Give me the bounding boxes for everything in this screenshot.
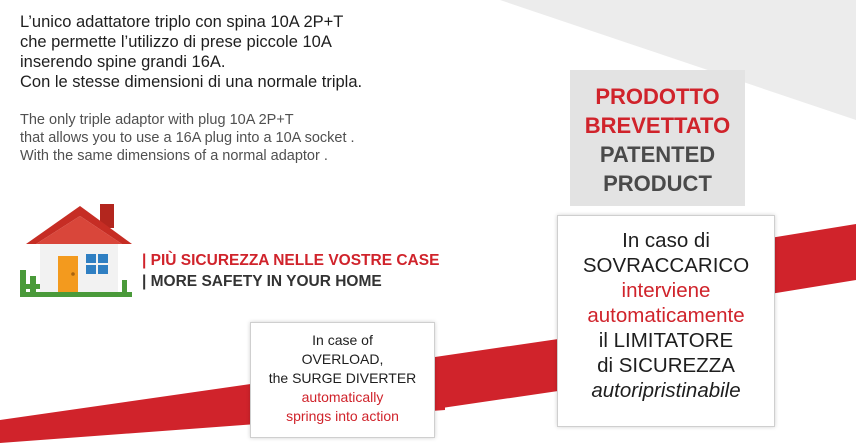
window-pane <box>86 254 96 263</box>
safety-tagline <box>142 250 439 292</box>
overload-card-italian <box>557 215 775 427</box>
overload-en-line: springs into action <box>286 408 399 424</box>
house-icon <box>18 200 136 300</box>
overload-it-line: automaticamente <box>587 304 745 327</box>
red-stripe-right <box>770 224 856 294</box>
window-pane <box>86 265 96 274</box>
overload-it-line: interviene <box>621 279 711 302</box>
door-knob <box>71 272 75 276</box>
description-en-line: With the same dimensions of a normal adaptor . <box>20 148 328 164</box>
patent-it-line1: PRODOTTO <box>595 84 720 109</box>
safety-tagline-it: | PIÙ SICUREZZA NELLE VOSTRE CASE <box>142 252 440 269</box>
ground <box>20 292 132 297</box>
description-italian <box>20 12 362 92</box>
overload-it-line: di SICUREZZA <box>597 354 735 377</box>
description-en-line: The only triple adaptor with plug 10A 2P+T <box>20 112 294 128</box>
description-it-line: che permette l’utilizzo di prese piccole 10A <box>20 33 332 51</box>
overload-it-line: il LIMITATORE <box>598 329 734 352</box>
description-en-line: that allows you to use a 16A plug into a 10A socket . <box>20 130 355 146</box>
window-pane <box>98 265 108 274</box>
safety-tagline-en: | MORE SAFETY IN YOUR HOME <box>142 273 382 290</box>
description-it-line: Con le stesse dimensioni di una normale tripla. <box>20 73 363 91</box>
patent-it-line2: BREVETTATO <box>584 113 731 138</box>
window-pane <box>98 254 108 263</box>
overload-it-line: In caso di <box>622 229 710 252</box>
red-stripe-middle <box>435 338 565 409</box>
overload-it-line: SOVRACCARICO <box>582 254 750 277</box>
patented-product-badge <box>570 70 745 206</box>
patent-en-line2: PRODUCT <box>603 171 712 196</box>
overload-it-line: autoripristinabile <box>591 379 741 402</box>
description-it-line: inserendo spine grandi 16A. <box>20 53 226 71</box>
overload-en-line: OVERLOAD, <box>301 351 384 367</box>
patent-en-line1: PATENTED <box>599 142 716 167</box>
fence-rail <box>20 284 40 289</box>
door <box>58 256 78 292</box>
overload-card-english <box>250 322 435 438</box>
description-english <box>20 111 355 165</box>
overload-en-line: the SURGE DIVERTER <box>268 370 417 386</box>
overload-en-line: In case of <box>312 332 373 348</box>
description-it-line: L’unico adattatore triplo con spina 10A 2P+T <box>20 13 344 31</box>
fence-post <box>122 280 127 294</box>
overload-en-line: automatically <box>301 389 384 405</box>
